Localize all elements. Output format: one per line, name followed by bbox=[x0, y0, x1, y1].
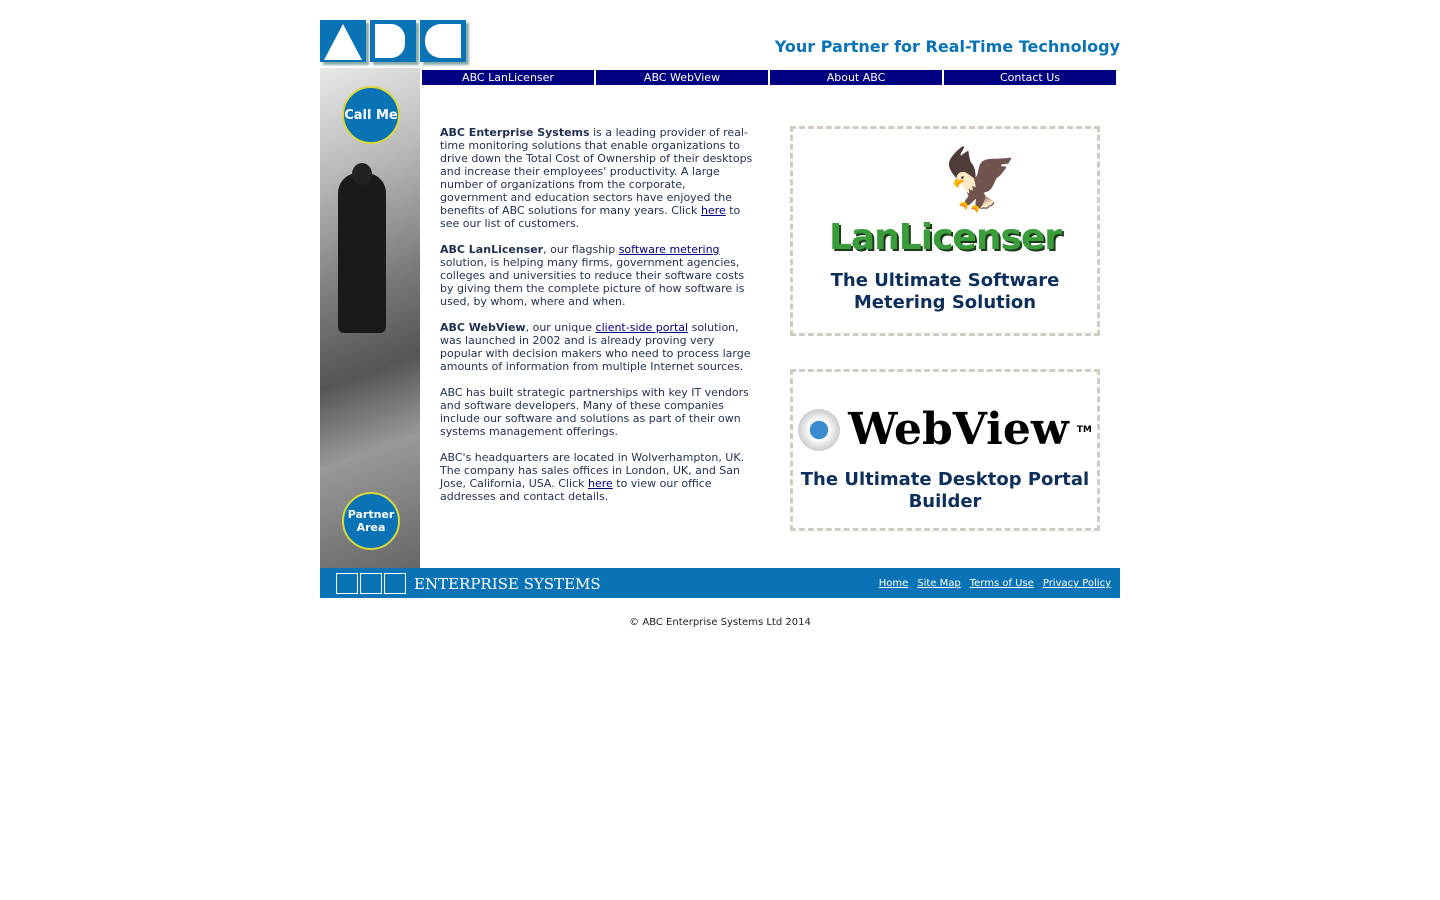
footer-links bbox=[879, 578, 1111, 589]
footer-home-link[interactable]: Home bbox=[878, 578, 909, 589]
client-side-portal-link[interactable]: client-side portal bbox=[595, 321, 689, 334]
tagline: Your Partner for Real-Time Technology bbox=[774, 37, 1120, 56]
trademark: TM bbox=[1076, 424, 1092, 435]
eye-icon bbox=[798, 409, 840, 451]
webview-promo[interactable] bbox=[790, 369, 1100, 531]
product-name: ABC LanLicenser bbox=[440, 243, 544, 256]
nav-about[interactable]: About ABC bbox=[770, 70, 942, 85]
para-webview bbox=[440, 321, 754, 373]
footer-brand: ENTERPRISE SYSTEMS bbox=[414, 574, 601, 593]
sidebar-photo bbox=[320, 68, 420, 568]
call-me-button[interactable]: Call Me bbox=[342, 86, 400, 144]
logo-letter-c bbox=[420, 20, 466, 62]
lanlicenser-promo[interactable] bbox=[790, 126, 1100, 336]
text: ABC's headquarters are located in Wolverhampton, UK. The company has sales offices in London, UK, and San Jose, California, USA. Click bbox=[440, 451, 745, 490]
nav-lanlicenser[interactable]: ABC LanLicenser bbox=[422, 70, 594, 85]
webview-logo-text: WebView bbox=[848, 404, 1069, 455]
para-partnerships: ABC has built strategic partnerships with key IT vendors and software developers. Many of these companies include our software and solutions as part of their own systems management offerings. bbox=[440, 386, 749, 438]
nav-webview[interactable]: ABC WebView bbox=[596, 70, 768, 85]
text: solution, was launched in 2002 and is already proving very popular with decision makers who need to process large amounts of information from multiple Internet sources. bbox=[440, 321, 751, 373]
promo-title: The Ultimate Software Metering Solution bbox=[830, 270, 1060, 313]
software-metering-link[interactable]: software metering bbox=[618, 243, 720, 256]
offices-link[interactable]: here bbox=[587, 477, 613, 490]
footer-logo bbox=[336, 573, 601, 594]
promo-title: The Ultimate Desktop Portal Builder bbox=[800, 469, 1090, 512]
webview-logo bbox=[793, 404, 1097, 455]
businessman-image bbox=[338, 173, 386, 333]
hawk-icon: 🦅 bbox=[943, 145, 1018, 215]
company-name: ABC Enterprise Systems bbox=[440, 126, 590, 139]
product-name: ABC WebView bbox=[440, 321, 526, 334]
footer-bar bbox=[320, 568, 1120, 598]
copyright: © ABC Enterprise Systems Ltd 2014 bbox=[629, 617, 811, 628]
text: to view our office addresses and contact details. bbox=[440, 477, 712, 503]
text: is a leading provider of real-time monitoring solutions that enable organizations to drive down the Total Cost of Ownership of their desktops and increase their employees' productivity. A large number of organizations from the corporate, government and education sectors have enjoyed the benefits of ABC solutions for many years. Click bbox=[440, 126, 753, 217]
text: , our unique bbox=[525, 321, 596, 334]
main-nav bbox=[422, 70, 1116, 85]
logo-letter-a bbox=[320, 20, 366, 62]
nav-contact[interactable]: Contact Us bbox=[944, 70, 1116, 85]
footer-sitemap-link[interactable]: Site Map bbox=[917, 578, 961, 589]
para-company bbox=[440, 126, 754, 230]
para-headquarters bbox=[440, 451, 754, 503]
text: to see our list of customers. bbox=[440, 204, 741, 230]
text: solution, is helping many firms, government agencies, colleges and universities to reduce their software costs by giving them the complete picture of how software is used, by whom, where and when. bbox=[440, 256, 745, 308]
lanlicenser-logo: LanLicenser bbox=[828, 217, 1062, 258]
para-lanlicenser bbox=[440, 243, 754, 308]
footer-privacy-link[interactable]: Privacy Policy bbox=[1042, 578, 1111, 589]
customers-link[interactable]: here bbox=[700, 204, 726, 217]
intro-text bbox=[440, 126, 754, 516]
logo-letter-b bbox=[370, 20, 416, 62]
abc-logo[interactable] bbox=[320, 20, 466, 62]
text: , our flagship bbox=[543, 243, 619, 256]
partner-area-button[interactable]: Partner Area bbox=[342, 492, 400, 550]
footer-terms-link[interactable]: Terms of Use bbox=[969, 578, 1034, 589]
